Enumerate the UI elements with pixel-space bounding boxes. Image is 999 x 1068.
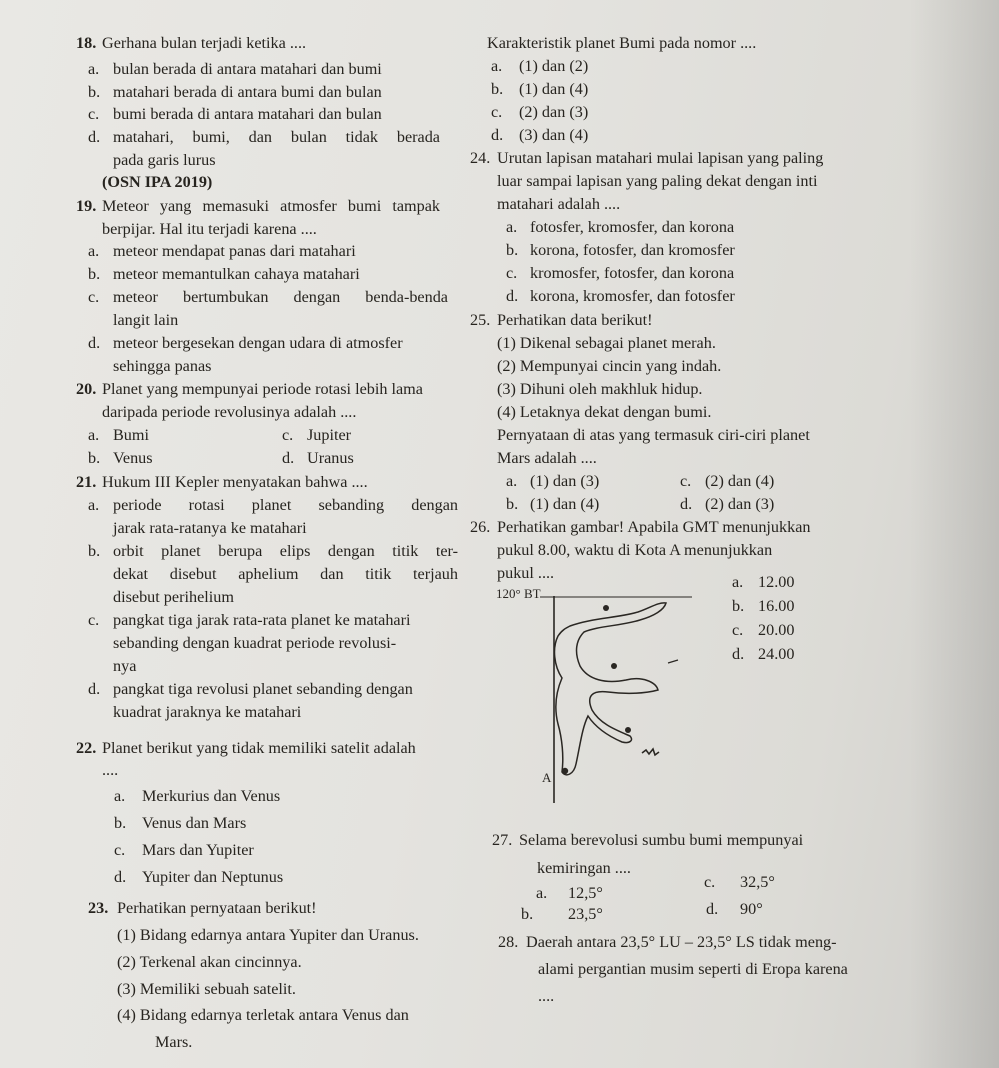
q25-statement-4: (4) Letaknya dekat dengan bumi. <box>497 403 712 421</box>
carryover-option-b-label: b. <box>491 80 504 98</box>
q26-option-c-label: c. <box>732 621 744 639</box>
q19-question-cont: berpijar. Hal itu terjadi karena .... <box>102 220 317 238</box>
q18-option-d-cont: pada garis lurus <box>113 151 216 169</box>
q21-option-d-cont: kuadrat jaraknya ke matahari <box>113 703 302 721</box>
q19-option-c-cont: langit lain <box>113 311 179 329</box>
q21-question: Hukum III Kepler menyatakan bahwa .... <box>102 473 368 491</box>
q24-number: 24. <box>470 149 491 167</box>
q18-option-a-label: a. <box>88 60 100 78</box>
q27-option-c-label: c. <box>704 873 716 891</box>
q27-option-a: 12,5° <box>568 884 603 902</box>
q21-option-d-label: d. <box>88 680 101 698</box>
q20-option-c-label: c. <box>282 426 294 444</box>
q21-option-d: pangkat tiga revolusi planet sebanding dengan <box>113 680 413 698</box>
q22-option-d-label: d. <box>114 868 127 886</box>
q22-option-c-label: c. <box>114 841 126 859</box>
q23-statement-1: (1) Bidang edarnya antara Yupiter dan Uranus. <box>117 926 419 944</box>
map-dot <box>625 727 631 733</box>
q20-number: 20. <box>76 380 97 398</box>
q21-option-c-cont2: nya <box>113 657 137 675</box>
q21-option-c-cont1: sebanding dengan kuadrat periode revolusi- <box>113 634 397 652</box>
city-a-label: A <box>542 770 552 785</box>
q26-question-cont2: pukul .... <box>497 564 555 582</box>
city-a-dot <box>562 768 568 774</box>
q21-option-b: orbit planet berupa elips dengan titik ter- <box>113 542 458 560</box>
q24-option-b-label: b. <box>506 241 519 259</box>
q26-option-b-label: b. <box>732 597 745 615</box>
q22-option-a: Merkurius dan Venus <box>142 787 281 805</box>
q20-option-c: Jupiter <box>307 426 352 444</box>
q19-option-b-label: b. <box>88 265 101 283</box>
q21-option-b-cont1: dekat disebut aphelium dan titik terjauh <box>113 565 458 583</box>
q23-statement-4: (4) Bidang edarnya terletak antara Venus dan <box>117 1006 409 1024</box>
q20-question: Planet yang mempunyai periode rotasi lebih lama <box>102 380 423 398</box>
q18-option-a: bulan berada di antara matahari dan bumi <box>113 60 382 78</box>
q20-option-d: Uranus <box>307 449 354 467</box>
q20-option-b: Venus <box>113 449 153 467</box>
q24-option-b: korona, fotosfer, dan kromosfer <box>530 241 735 259</box>
q26-option-a-label: a. <box>732 573 744 591</box>
q20-option-a-label: a. <box>88 426 100 444</box>
q19-question: Meteor yang memasuki atmosfer bumi tampak <box>102 197 440 215</box>
carryover-option-c-label: c. <box>491 103 503 121</box>
q27-question-cont: kemiringan .... <box>537 859 631 877</box>
q21-option-a-label: a. <box>88 496 100 514</box>
q28-number: 28. <box>498 933 519 951</box>
map-dot <box>603 605 609 611</box>
island-mark <box>668 660 678 663</box>
q23-statement-2: (2) Terkenal akan cincinnya. <box>117 953 302 971</box>
q25-option-a-label: a. <box>506 472 518 490</box>
q18-option-c-label: c. <box>88 105 100 123</box>
q25-statement-3: (3) Dihuni oleh makhluk hidup. <box>497 380 703 398</box>
q25-option-d-label: d. <box>680 495 693 513</box>
q18-number: 18. <box>76 34 97 52</box>
island-outline <box>555 603 666 775</box>
map-dot <box>611 663 617 669</box>
q25-statement-1: (1) Dikenal sebagai planet merah. <box>497 334 716 352</box>
q20-option-d-label: d. <box>282 449 295 467</box>
q24-question-cont: luar sampai lapisan yang paling dekat dengan inti <box>497 172 818 190</box>
q24-option-a: fotosfer, kromosfer, dan korona <box>530 218 735 236</box>
carryover-option-a: (1) dan (2) <box>519 57 589 75</box>
q19-number: 19. <box>76 197 97 215</box>
q19-option-b: meteor memantulkan cahaya matahari <box>113 265 360 283</box>
q22-number: 22. <box>76 739 97 757</box>
q22-question: Planet berikut yang tidak memiliki satelit adalah <box>102 739 416 757</box>
q27-option-d-label: d. <box>706 900 719 918</box>
q18-option-d: matahari, bumi, dan bulan tidak berada <box>113 128 440 146</box>
q24-option-c-label: c. <box>506 264 518 282</box>
q22-option-a-label: a. <box>114 787 126 805</box>
q22-option-c: Mars dan Yupiter <box>142 841 254 859</box>
q19-option-c: meteor bertumbukan dengan benda-benda <box>113 288 448 306</box>
q23-question: Perhatikan pernyataan berikut! <box>117 899 317 917</box>
q27-option-a-label: a. <box>536 884 548 902</box>
q25-option-c-label: c. <box>680 472 692 490</box>
q27-option-b: 23,5° <box>568 905 603 923</box>
q23-statement-3: (3) Memiliki sebuah satelit. <box>117 980 296 998</box>
q25-option-c: (2) dan (4) <box>705 472 775 490</box>
q28-question-cont2: .... <box>538 987 555 1005</box>
q20-option-a: Bumi <box>113 426 149 444</box>
q19-option-a-label: a. <box>88 242 100 260</box>
q20-question-cont: daripada periode revolusinya adalah .... <box>102 403 357 421</box>
q24-option-c: kromosfer, fotosfer, dan korona <box>530 264 735 282</box>
q20-option-b-label: b. <box>88 449 101 467</box>
q26-number: 26. <box>470 518 491 536</box>
q27-option-c: 32,5° <box>740 873 775 891</box>
q27-question: Selama berevolusi sumbu bumi mempunyai <box>519 831 804 849</box>
q18-question: Gerhana bulan terjadi ketika .... <box>102 34 307 52</box>
q19-option-d: meteor bergesekan dengan udara di atmosfer <box>113 334 403 352</box>
carryover-option-d: (3) dan (4) <box>519 126 589 144</box>
q25-number: 25. <box>470 311 491 329</box>
q21-option-c: pangkat tiga jarak rata-rata planet ke matahari <box>113 611 411 629</box>
q26-option-d-label: d. <box>732 645 745 663</box>
q26-question-cont: pukul 8.00, waktu di Kota A menunjukkan <box>497 541 773 559</box>
q26-option-c: 20.00 <box>758 621 795 639</box>
q24-option-d-label: d. <box>506 287 519 305</box>
q28-question-cont: alami pergantian musim seperti di Eropa karena <box>538 960 848 978</box>
q18-option-d-label: d. <box>88 128 101 146</box>
q23-number: 23. <box>88 899 109 917</box>
q27-option-d: 90° <box>740 900 763 918</box>
q22-option-b: Venus dan Mars <box>142 814 247 832</box>
q23-statement-4-cont: Mars. <box>155 1033 193 1051</box>
carryover-option-d-label: d. <box>491 126 504 144</box>
q25-statement-2: (2) Mempunyai cincin yang indah. <box>497 357 722 375</box>
q22-option-b-label: b. <box>114 814 127 832</box>
q18-option-b: matahari berada di antara bumi dan bulan <box>113 83 382 101</box>
q25-question: Perhatikan data berikut! <box>497 311 653 329</box>
carryover-option-c: (2) dan (3) <box>519 103 589 121</box>
q24-option-d: korona, kromosfer, dan fotosfer <box>530 287 735 305</box>
sulawesi-map <box>492 588 712 803</box>
q19-option-d-label: d. <box>88 334 101 352</box>
q26-option-a: 12.00 <box>758 573 795 591</box>
q21-option-b-label: b. <box>88 542 101 560</box>
islands-small <box>642 749 659 755</box>
q18-option-b-label: b. <box>88 83 101 101</box>
q25-option-b-label: b. <box>506 495 519 513</box>
q21-option-c-label: c. <box>88 611 100 629</box>
q26-question: Perhatikan gambar! Apabila GMT menunjukkan <box>497 518 811 536</box>
q25-option-b: (1) dan (4) <box>530 495 600 513</box>
q18-option-c: bumi berada di antara matahari dan bulan <box>113 105 382 123</box>
q24-question: Urutan lapisan matahari mulai lapisan yang paling <box>497 149 824 167</box>
q21-option-b-cont2: disebut perihelium <box>113 588 234 606</box>
q21-number: 21. <box>76 473 97 491</box>
q21-option-a: periode rotasi planet sebanding dengan <box>113 496 458 514</box>
q18-source: (OSN IPA 2019) <box>102 173 213 191</box>
page-shadow <box>909 0 999 1068</box>
q22-question-cont: .... <box>102 761 119 779</box>
carryover-option-a-label: a. <box>491 57 503 75</box>
q28-question: Daerah antara 23,5° LU – 23,5° LS tidak meng- <box>526 933 837 951</box>
q21-option-a-cont: jarak rata-ratanya ke matahari <box>113 519 307 537</box>
q24-question-cont2: matahari adalah .... <box>497 195 621 213</box>
q27-option-b-label: b. <box>521 905 534 923</box>
q27-number: 27. <box>492 831 513 849</box>
carryover-option-b: (1) dan (4) <box>519 80 589 98</box>
carryover-question: Karakteristik planet Bumi pada nomor .... <box>487 34 757 52</box>
q25-option-d: (2) dan (3) <box>705 495 775 513</box>
q24-option-a-label: a. <box>506 218 518 236</box>
q19-option-d-cont: sehingga panas <box>113 357 212 375</box>
q19-option-c-label: c. <box>88 288 100 306</box>
q25-option-a: (1) dan (3) <box>530 472 600 490</box>
q22-option-d: Yupiter dan Neptunus <box>142 868 284 886</box>
q19-option-a: meteor mendapat panas dari matahari <box>113 242 356 260</box>
q25-question-cont: Pernyataan di atas yang termasuk ciri-ciri planet <box>497 426 810 444</box>
q26-option-b: 16.00 <box>758 597 795 615</box>
q26-option-d: 24.00 <box>758 645 795 663</box>
q25-question-cont2: Mars adalah .... <box>497 449 597 467</box>
longitude-label: 120° BT <box>496 588 541 601</box>
